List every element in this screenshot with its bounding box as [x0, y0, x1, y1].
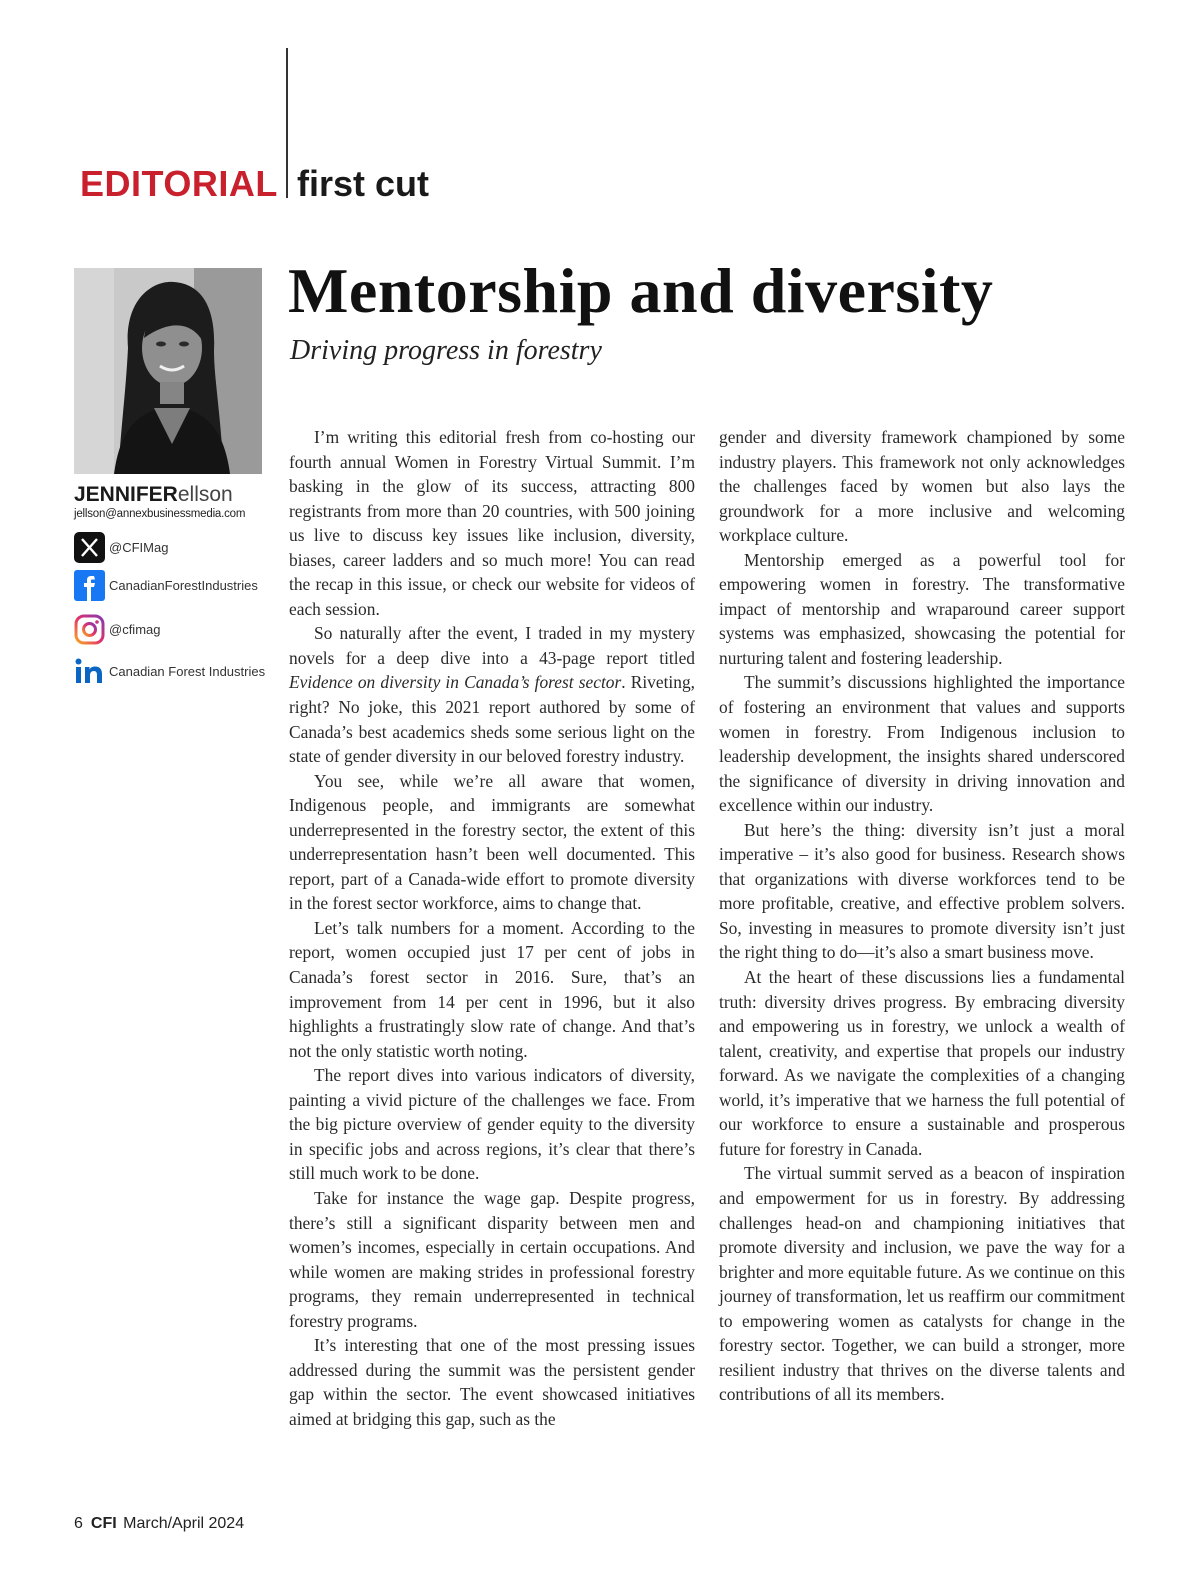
- report-title: Evidence on diversity in Canada’s forest sector: [289, 672, 622, 693]
- article-column-2: [719, 425, 1125, 1407]
- header-divider: [286, 48, 288, 198]
- social-x-handle: @CFIMag: [109, 540, 169, 555]
- article-title: Mentorship and diversity: [288, 255, 994, 326]
- author-last-name: ellson: [177, 483, 233, 506]
- facebook-icon: [74, 570, 105, 601]
- section-label: EDITORIAL: [80, 163, 278, 204]
- article-subtitle: Driving progress in forestry: [290, 335, 602, 366]
- author-name: [74, 482, 233, 508]
- social-x[interactable]: [74, 532, 168, 563]
- article-paragraph: You see, while we’re all aware that women, Indigenous people, and immigrants are somewhat underrepresented in the forestry sector, the extent of this underrepresentation hasn’t been well documented. This report, part of a Canada-wide effort to promote diversity in the forest sector workforce, aims to change that.: [289, 770, 695, 914]
- publication-name: CFI: [90, 1515, 117, 1532]
- section-sublabel: first cut: [297, 163, 430, 204]
- social-facebook[interactable]: [74, 570, 258, 601]
- social-instagram[interactable]: [74, 614, 161, 645]
- article-column-1: [289, 425, 695, 1431]
- article-paragraph: The report dives into various indicators of diversity, painting a vivid picture of the challenges we face. From the big picture overview of gender equity to the diversity in specific jobs and across regions, it’s clear that there’s still much work to be done.: [289, 1065, 695, 1184]
- author-first-name: JENNIFER: [74, 483, 178, 506]
- social-facebook-handle: CanadianForestIndustries: [109, 578, 258, 593]
- social-linkedin[interactable]: [74, 656, 265, 687]
- article-paragraph: [289, 621, 695, 768]
- article-paragraph: I’m writing this editorial fresh from co-hosting our fourth annual Women in Forestry Virtual Summit. I’m basking in the glow of its success, attracting 800 registrants from more than 20 countries, with 500 joining us live to discuss key issues like inclusion, diversity, biases, career ladders and so much more! You can read the recap in this issue, or check our website for videos of each session.: [289, 427, 695, 619]
- article-paragraph: The virtual summit served as a beacon of inspiration and empowerment for us in forestry. By addressing challenges head-on and championing initiatives that promote diversity and inclusion, we pave the way for a brighter and more equitable future. As we continue on this journey of transformation, let us reaffirm our commitment to empowering women as catalysts for change in the forestry sector. Together, we can build a stronger, more resilient industry that thrives on the diverse talents and contributions of all its members.: [719, 1163, 1125, 1405]
- article-paragraph: The summit’s discussions highlighted the importance of fostering an environment that values and supports women in forestry. From Indigenous inclusion to leadership development, the insights shared underscored the significance of diversity in driving innovation and excellence within our industry.: [719, 672, 1125, 816]
- social-linkedin-handle: Canadian Forest Industries: [109, 664, 266, 679]
- article-text: So naturally after the event, I traded in my mystery novels for a deep dive into a 43-page report titled: [289, 623, 695, 668]
- article-paragraph: Mentorship emerged as a powerful tool for empowering women in forestry. The transformative impact of mentorship and wraparound career support systems was emphasized, showcasing the potential for nurturing talent and fostering leadership.: [719, 549, 1125, 668]
- article-paragraph: Let’s talk numbers for a moment. According to the report, women occupied just 17 per cent of jobs in Canada’s forest sector in 2016. Sure, that’s an improvement from 14 per cent in 1996, but it also highlights a frustratingly slow rate of change. And that’s not the only statistic worth noting.: [289, 917, 695, 1061]
- article-paragraph: It’s interesting that one of the most pressing issues addressed during the summit was the persistent gender gap within the sector. The event showcased initiatives aimed at bridging this gap, such as the: [289, 1335, 695, 1429]
- linkedin-icon: [74, 656, 105, 687]
- article-paragraph: At the heart of these discussions lies a fundamental truth: diversity drives progress. By embracing diversity and empowering us in forestry, we unlock a wealth of talent, creativity, and expertise that propels our industry forward. As we navigate the complexities of a changing world, it’s imperative that we harness the full potential of our workforce to ensure a sustainable and prosperous future for forestry in Canada.: [719, 967, 1125, 1159]
- social-instagram-handle: @cfimag: [109, 622, 161, 637]
- issue-date: March/April 2024: [123, 1515, 245, 1532]
- page-number: 6: [74, 1515, 83, 1532]
- instagram-icon: [74, 614, 105, 645]
- article-paragraph: But here’s the thing: diversity isn’t just a moral imperative – it’s also good for business. Research shows that organizations with diverse workforces tend to be more profitable, creative, and effective problem solvers. So, investing in measures to promote diversity isn’t just the right thing to do—it’s also a smart business move.: [719, 819, 1125, 963]
- article-paragraph: Take for instance the wage gap. Despite progress, there’s still a significant disparity between men and women’s incomes, especially in certain occupations. And while women are making strides in professional forestry programs, they remain underrepresented in technical forestry programs.: [289, 1187, 695, 1331]
- article-text: . Riveting, right? No joke, this 2021 report authored by some of Canada’s best academics sheds some serious light on the state of gender diversity in our beloved forestry industry.: [289, 672, 695, 767]
- page-footer: [74, 1515, 244, 1533]
- author-email-link[interactable]: jellson@annexbusinessmedia.com: [74, 508, 246, 520]
- author-photo: [74, 268, 262, 474]
- x-icon: [74, 532, 105, 563]
- article-paragraph: gender and diversity framework championed by some industry players. This framework not only acknowledges the challenges faced by women but also lays the groundwork for a more inclusive and welcoming workplace culture.: [719, 427, 1125, 546]
